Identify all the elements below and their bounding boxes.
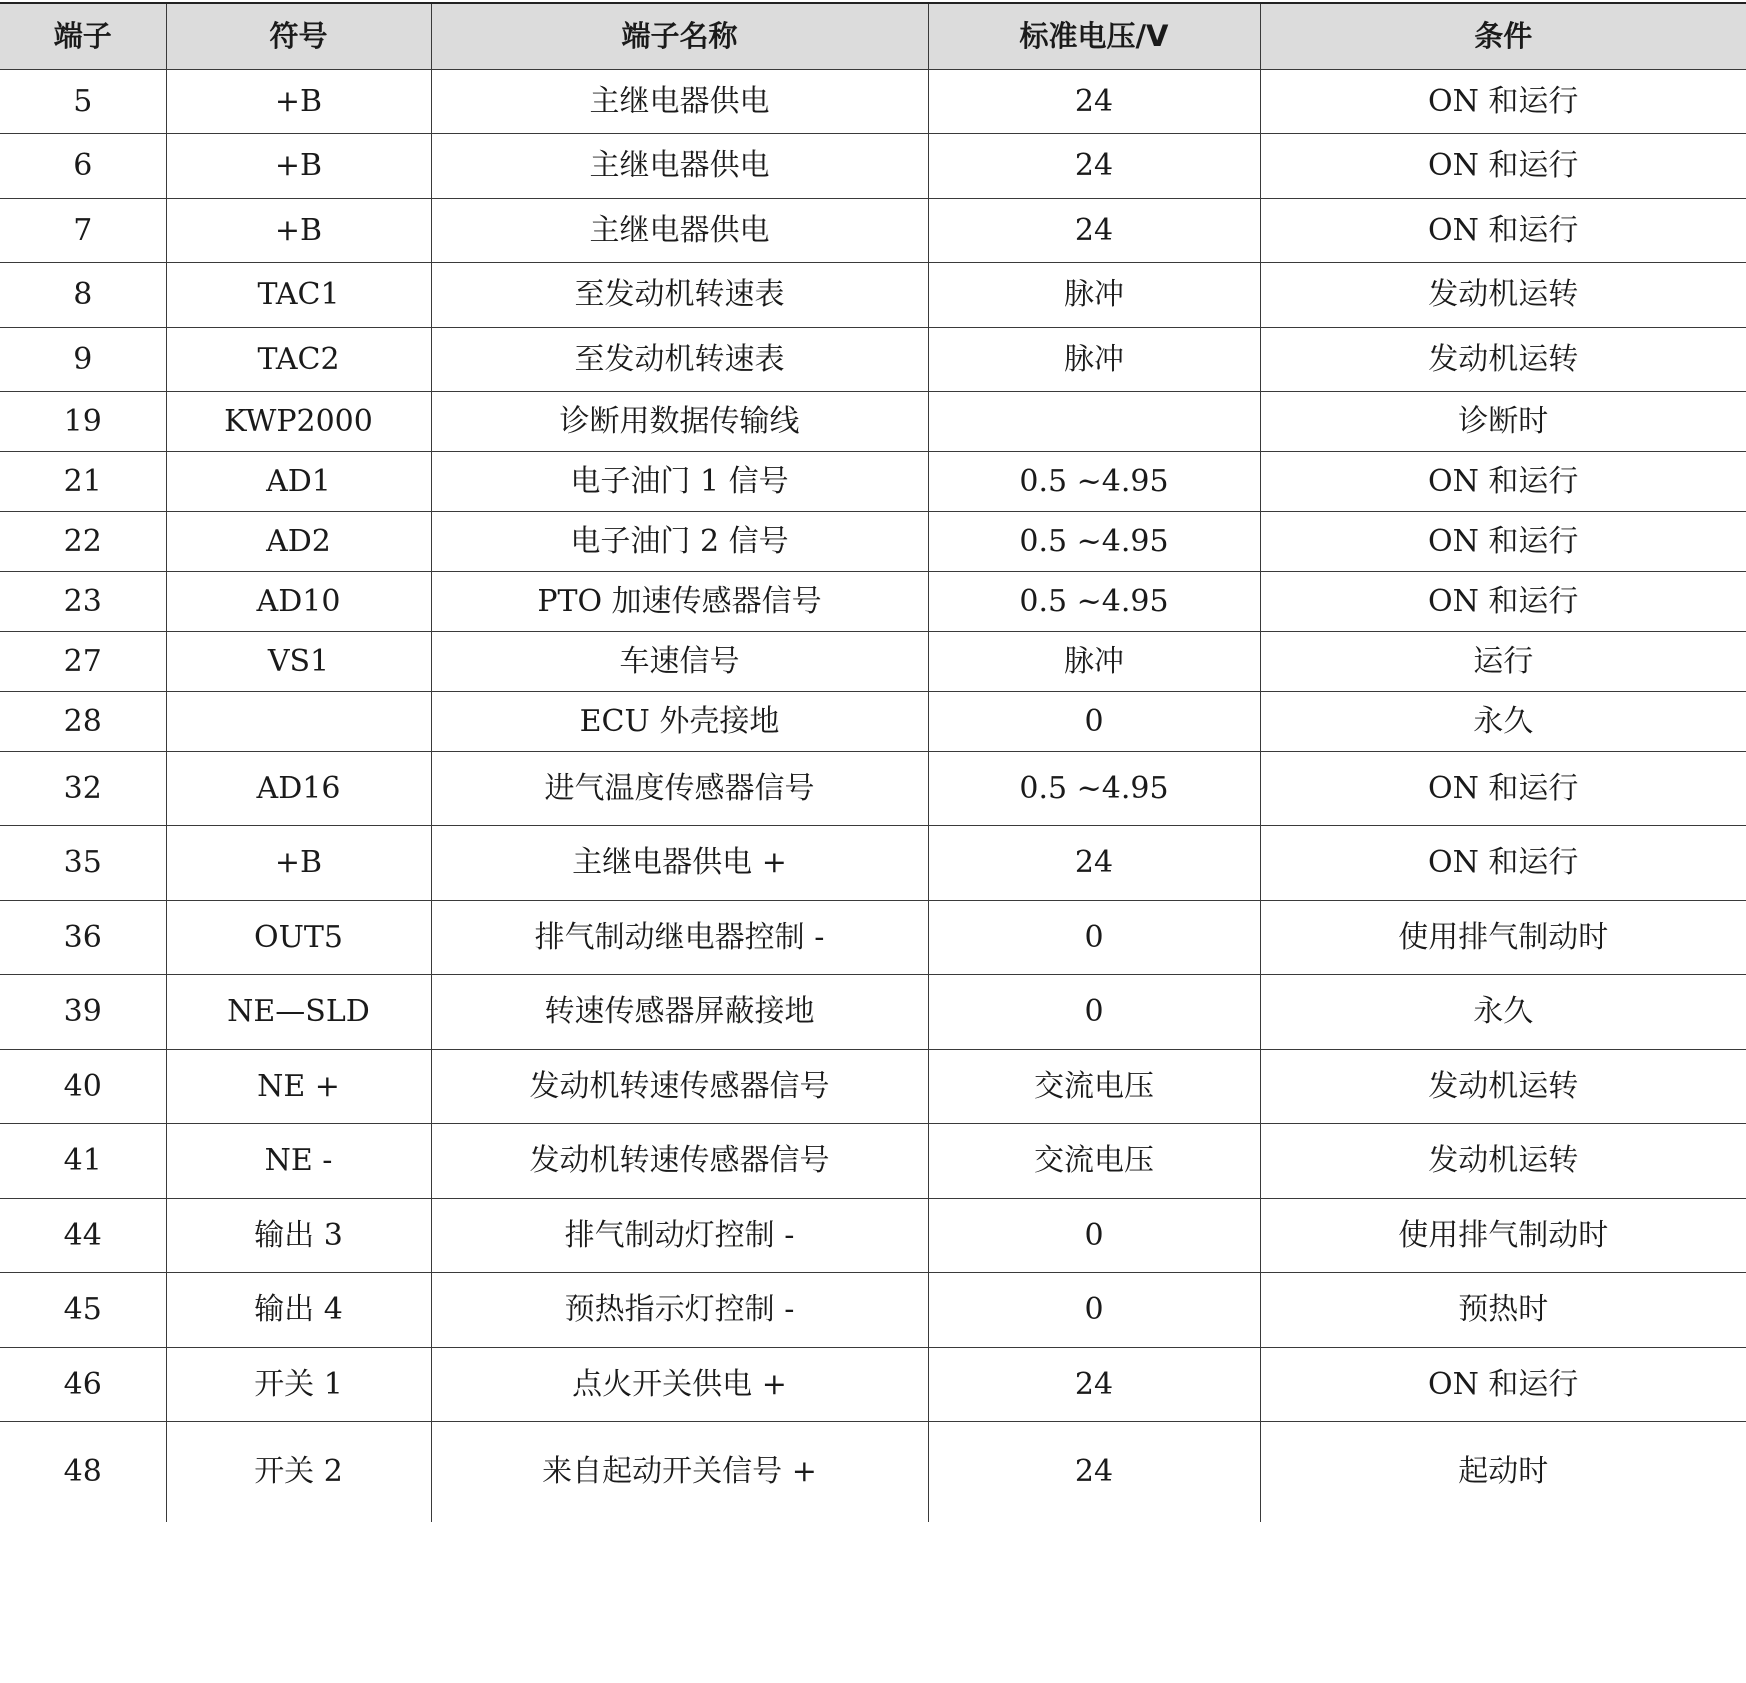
header-name: 端子名称 [431,3,928,70]
cell-condition: ON 和运行 [1260,452,1746,512]
cell-condition: ON 和运行 [1260,134,1746,199]
cell-symbol: 开关 2 [166,1422,431,1522]
header-pin: 端子 [0,3,166,70]
cell-pin: 19 [0,392,166,452]
table-row [0,572,1746,632]
cell-pin: 5 [0,70,166,134]
cell-symbol: KWP2000 [166,392,431,452]
cell-name: 主继电器供电 + [431,826,928,901]
cell-condition: ON 和运行 [1260,199,1746,263]
cell-voltage: 脉冲 [928,632,1260,692]
cell-condition: 发动机运转 [1260,328,1746,392]
cell-voltage: 24 [928,826,1260,901]
header-condition: 条件 [1260,3,1746,70]
cell-condition: ON 和运行 [1260,1348,1746,1422]
cell-pin: 7 [0,199,166,263]
table-row [0,692,1746,752]
cell-pin: 41 [0,1124,166,1199]
cell-condition: 使用排气制动时 [1260,1199,1746,1273]
cell-pin: 8 [0,263,166,328]
table-row [0,392,1746,452]
cell-symbol: VS1 [166,632,431,692]
cell-pin: 9 [0,328,166,392]
cell-name: 至发动机转速表 [431,263,928,328]
cell-voltage: 0 [928,975,1260,1050]
cell-pin: 36 [0,901,166,975]
cell-voltage: 24 [928,134,1260,199]
table-row [0,452,1746,512]
cell-pin: 32 [0,752,166,826]
cell-name: 主继电器供电 [431,134,928,199]
cell-symbol: AD10 [166,572,431,632]
table-row [0,975,1746,1050]
cell-pin: 44 [0,1199,166,1273]
cell-condition: 发动机运转 [1260,263,1746,328]
cell-voltage: 0.5 ~4.95 [928,752,1260,826]
cell-pin: 21 [0,452,166,512]
cell-symbol: AD2 [166,512,431,572]
cell-name: 转速传感器屏蔽接地 [431,975,928,1050]
cell-symbol [166,692,431,752]
cell-name: 至发动机转速表 [431,328,928,392]
cell-voltage: 交流电压 [928,1050,1260,1124]
cell-symbol: AD1 [166,452,431,512]
cell-name: 主继电器供电 [431,199,928,263]
cell-symbol: +B [166,134,431,199]
cell-voltage [928,392,1260,452]
table-row [0,826,1746,901]
table-row [0,134,1746,199]
table-row [0,1124,1746,1199]
cell-name: 主继电器供电 [431,70,928,134]
cell-voltage: 脉冲 [928,328,1260,392]
cell-pin: 22 [0,512,166,572]
cell-symbol: +B [166,70,431,134]
cell-voltage: 0 [928,1199,1260,1273]
cell-condition: 发动机运转 [1260,1050,1746,1124]
cell-voltage: 24 [928,70,1260,134]
table-row [0,328,1746,392]
table-row [0,1422,1746,1522]
cell-name: 诊断用数据传输线 [431,392,928,452]
cell-name: 来自起动开关信号 + [431,1422,928,1522]
table-row [0,1348,1746,1422]
cell-voltage: 0 [928,901,1260,975]
table-row [0,1050,1746,1124]
cell-name: PTO 加速传感器信号 [431,572,928,632]
cell-condition: ON 和运行 [1260,752,1746,826]
header-symbol: 符号 [166,3,431,70]
cell-pin: 48 [0,1422,166,1522]
cell-name: 电子油门 2 信号 [431,512,928,572]
table-header [0,3,1746,70]
cell-symbol: AD16 [166,752,431,826]
cell-condition: ON 和运行 [1260,70,1746,134]
cell-pin: 39 [0,975,166,1050]
cell-symbol: 输出 3 [166,1199,431,1273]
cell-symbol: TAC1 [166,263,431,328]
cell-symbol: OUT5 [166,901,431,975]
cell-condition: 运行 [1260,632,1746,692]
cell-name: ECU 外壳接地 [431,692,928,752]
cell-condition: 使用排气制动时 [1260,901,1746,975]
cell-condition: 起动时 [1260,1422,1746,1522]
cell-voltage: 交流电压 [928,1124,1260,1199]
header-voltage: 标准电压/V [928,3,1260,70]
table-row [0,901,1746,975]
header-row [0,3,1746,70]
cell-symbol: NE - [166,1124,431,1199]
cell-voltage: 0 [928,1273,1260,1348]
cell-voltage: 0 [928,692,1260,752]
table-row [0,632,1746,692]
cell-name: 点火开关供电 + [431,1348,928,1422]
cell-condition: ON 和运行 [1260,572,1746,632]
cell-voltage: 24 [928,1422,1260,1522]
table-body [0,70,1746,1522]
cell-symbol: TAC2 [166,328,431,392]
table-row [0,199,1746,263]
cell-condition: ON 和运行 [1260,826,1746,901]
cell-voltage: 24 [928,1348,1260,1422]
cell-voltage: 脉冲 [928,263,1260,328]
cell-name: 发动机转速传感器信号 [431,1050,928,1124]
cell-condition: ON 和运行 [1260,512,1746,572]
cell-condition: 诊断时 [1260,392,1746,452]
cell-symbol: +B [166,199,431,263]
cell-name: 发动机转速传感器信号 [431,1124,928,1199]
table-row [0,752,1746,826]
cell-name: 排气制动灯控制 - [431,1199,928,1273]
cell-symbol: NE—SLD [166,975,431,1050]
cell-condition: 发动机运转 [1260,1124,1746,1199]
cell-symbol: NE + [166,1050,431,1124]
cell-name: 电子油门 1 信号 [431,452,928,512]
cell-voltage: 0.5 ~4.95 [928,572,1260,632]
table-row [0,1273,1746,1348]
cell-pin: 46 [0,1348,166,1422]
cell-symbol: 开关 1 [166,1348,431,1422]
cell-name: 排气制动继电器控制 - [431,901,928,975]
cell-voltage: 0.5 ~4.95 [928,452,1260,512]
cell-voltage: 24 [928,199,1260,263]
cell-condition: 永久 [1260,975,1746,1050]
terminal-table [0,2,1746,1522]
cell-symbol: +B [166,826,431,901]
cell-voltage: 0.5 ~4.95 [928,512,1260,572]
table-row [0,1199,1746,1273]
cell-name: 预热指示灯控制 - [431,1273,928,1348]
cell-symbol: 输出 4 [166,1273,431,1348]
cell-condition: 永久 [1260,692,1746,752]
table-row [0,512,1746,572]
cell-pin: 45 [0,1273,166,1348]
cell-pin: 23 [0,572,166,632]
cell-pin: 35 [0,826,166,901]
cell-pin: 28 [0,692,166,752]
cell-pin: 6 [0,134,166,199]
table-row [0,70,1746,134]
cell-name: 进气温度传感器信号 [431,752,928,826]
cell-condition: 预热时 [1260,1273,1746,1348]
cell-pin: 27 [0,632,166,692]
table-row [0,263,1746,328]
cell-name: 车速信号 [431,632,928,692]
cell-pin: 40 [0,1050,166,1124]
